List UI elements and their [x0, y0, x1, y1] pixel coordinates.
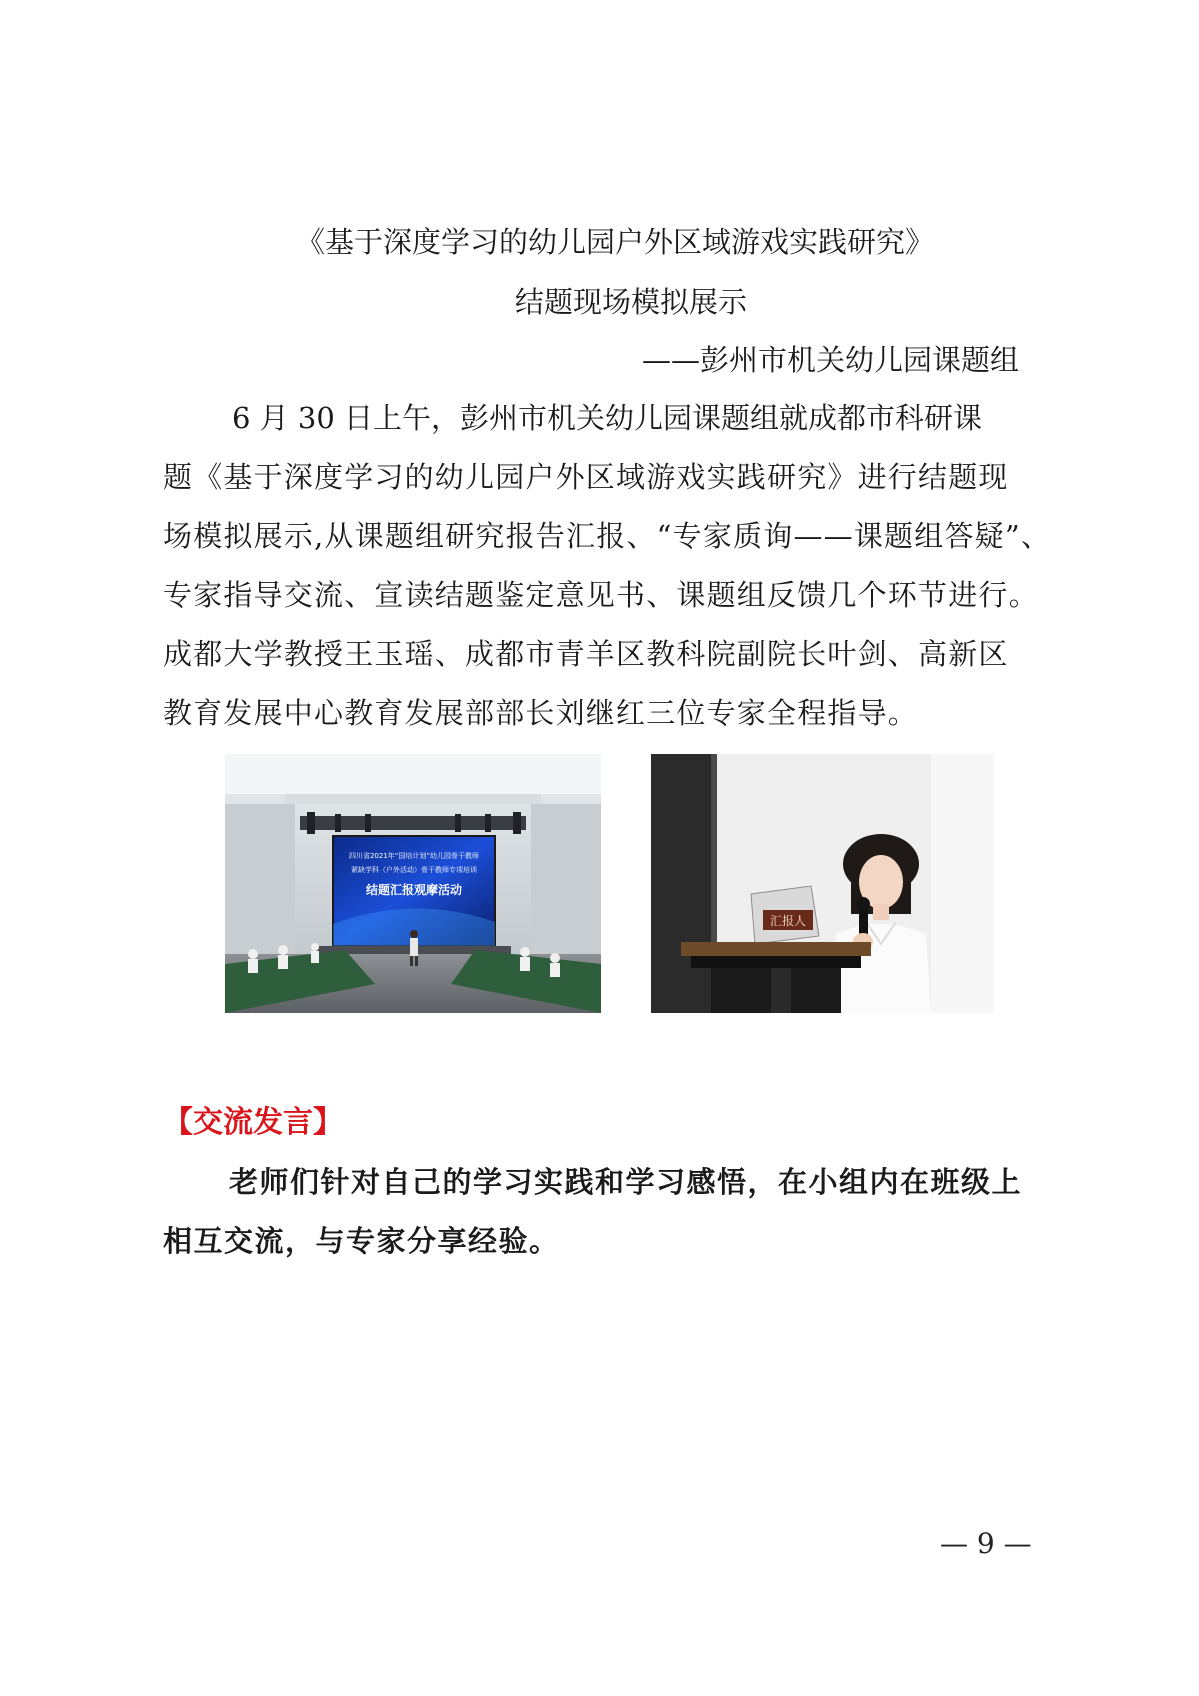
- paragraph-line: 题《基于深度学习的幼儿园户外区域游戏实践研究》进行结题现: [163, 460, 1009, 494]
- document-title: 《基于深度学习的幼儿园户外区域游戏实践研究》: [296, 225, 935, 259]
- document-subtitle: 结题现场模拟展示: [515, 285, 748, 319]
- screen-line-1: 四川省2021年“国培计划”幼儿园骨干教师: [348, 852, 480, 860]
- paragraph-line: 成都大学教授王玉瑶、成都市青羊区教科院副院长叶剑、高新区: [163, 637, 1009, 671]
- screen-line-2: 紧缺学科（户外活动）骨干教师专项培训: [351, 866, 477, 874]
- paragraph-line: 6 月 30 日上午，彭州市机关幼儿园课题组就成都市科研课: [232, 401, 983, 435]
- page-number: — 9 —: [940, 1527, 1032, 1560]
- paragraph-line: 专家指导交流、宣读结题鉴定意见书、课题组反馈几个环节进行。: [163, 578, 1039, 612]
- conference-hall-photo: [225, 754, 601, 1013]
- document-byline: ——彭州市机关幼儿园课题组: [642, 343, 1020, 377]
- section-heading: 【交流发言】: [163, 1105, 343, 1140]
- presenter-photo: [651, 754, 994, 1013]
- screen-main-text: 结题汇报观摩活动: [365, 883, 463, 897]
- paragraph-line: 教育发展中心教育发展部部长刘继红三位专家全程指导。: [163, 696, 919, 730]
- section-text-line: 相互交流，与专家分享经验。: [163, 1224, 560, 1258]
- podium-sign-text: 汇报人: [769, 914, 807, 928]
- paragraph-line: 场模拟展示,从课题组研究报告汇报、“专家质询——课题组答疑”、: [163, 519, 1052, 553]
- section-text-line: 老师们针对自己的学习实践和学习感悟，在小组内在班级上: [229, 1165, 1023, 1199]
